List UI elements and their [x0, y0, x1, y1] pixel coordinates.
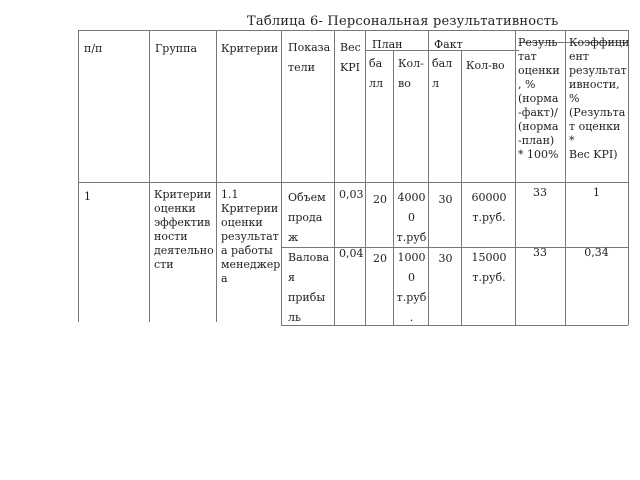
subrow1-result: 33 [533, 186, 547, 199]
header-result-line: Резуль [518, 36, 558, 49]
subrow2-indicator-line: я [288, 271, 295, 284]
subrow1-weight: 0,03 [339, 188, 364, 201]
subrow2-fact-qty-line: 15000 [471, 251, 507, 264]
subrow1-fact-qty-line: т.руб. [472, 211, 506, 224]
subrow1-indicator-line: Объем [288, 191, 326, 204]
subrow1-plan-qty-line: 4000 [397, 191, 426, 204]
subrow2-plan-qty-line: 1000 [397, 251, 426, 264]
header-fact-score [432, 54, 452, 94]
subrow1-fact-qty [462, 188, 516, 228]
subrow2-fact-score: 30 [438, 252, 453, 265]
header-result-line: , % [518, 78, 536, 91]
subrow2-result: 33 [533, 246, 547, 259]
subrow2-plan-score: 20 [373, 252, 387, 265]
row-group-line: эффектив [154, 216, 211, 229]
header-criteria: Критерии [221, 42, 279, 55]
header-group: Группа [155, 42, 198, 55]
header-indicators-line: Показа [288, 41, 331, 54]
subrow1-indicator-line: ж [288, 231, 299, 244]
header-coefficient-line: % [569, 92, 580, 105]
row-criteria-line: а [221, 272, 228, 285]
subrow1-indicator [288, 188, 334, 248]
subrow2-indicator [288, 248, 334, 328]
subrow2-indicator-line: Валова [288, 251, 330, 264]
header-result-line: (норма [518, 92, 559, 105]
header-coefficient-line: т оценки * [569, 120, 621, 147]
header-indicators [288, 38, 334, 78]
subrow2-plan-qty-line: . [409, 311, 414, 324]
header-coefficient-line: Коэффици [569, 36, 630, 49]
header-result-line: оценки [518, 64, 560, 77]
row-criteria-line: менеджер [221, 258, 281, 271]
row-group-line: сти [154, 258, 174, 271]
header-weight-line: Вес [340, 41, 361, 54]
subrow2-coefficient: 0,34 [584, 246, 609, 259]
subrow2-fact-qty-line: т.руб. [472, 271, 506, 284]
subrow2-plan-qty-line: т.руб [396, 291, 427, 304]
row-group-line: Критерии [154, 188, 212, 201]
header-weight-kpi [340, 38, 361, 78]
row-criteria-line: Критерии [221, 202, 279, 215]
subrow2-weight: 0,04 [339, 247, 364, 260]
header-result-line: -факт)/ [518, 106, 558, 119]
header-plan-qty [398, 54, 424, 94]
header-indicators-line: тели [288, 61, 315, 74]
header-result-line: (норма [518, 120, 559, 133]
subrow1-indicator-line: прода [288, 211, 323, 224]
row-group [154, 188, 216, 272]
header-plan-score-line: ба [369, 57, 383, 70]
subrow2-indicator-line: ль [288, 311, 301, 324]
header-weight-line: KPI [340, 61, 360, 74]
row-group-line: оценки [154, 202, 196, 215]
subrow2-fact-qty [462, 248, 516, 288]
row-group-line: деятельно [154, 244, 214, 257]
header-plan-score-line: лл [369, 77, 383, 90]
header-coefficient-line: результат [569, 64, 627, 77]
header-fact-qty: Кол-во [466, 59, 505, 72]
header-fact-score-line: л [432, 77, 439, 90]
header-plan-qty-line: во [398, 77, 411, 90]
subrow2-plan-qty-line: 0 [408, 271, 415, 284]
header-result [518, 36, 564, 162]
table-title: Таблица 6- Персональная результативность [247, 14, 559, 29]
row-criteria-line: оценки [221, 216, 263, 229]
header-coefficient-line: (Результа [569, 106, 626, 119]
header-result-line: тат [518, 50, 537, 63]
header-coefficient-line: ент [569, 50, 589, 63]
header-no: п/п [84, 42, 103, 55]
subrow1-coefficient: 1 [593, 186, 600, 199]
subrow1-plan-qty [394, 188, 429, 248]
subrow1-plan-qty-line: 0 [408, 211, 415, 224]
row-group-line: ности [154, 230, 188, 243]
row-criteria-line: а работы [221, 244, 273, 257]
header-plan-qty-line: Кол- [398, 57, 424, 70]
header-fact: Факт [434, 38, 463, 51]
header-coefficient [569, 36, 630, 162]
subrow2-plan-qty [394, 248, 429, 328]
header-coefficient-line: ивности, [569, 78, 620, 91]
header-coefficient-line: Вес KPI) [569, 148, 618, 161]
header-fact-score-line: бал [432, 57, 453, 70]
row-number: 1 [84, 190, 91, 203]
header-plan: План [372, 38, 403, 51]
header-result-line: -план) [518, 134, 555, 147]
row-criteria [221, 188, 281, 286]
row-criteria-line: 1.1 [221, 188, 239, 201]
subrow1-plan-score: 20 [373, 193, 387, 206]
subrow1-fact-qty-line: 60000 [471, 191, 507, 204]
header-plan-score [369, 54, 383, 94]
subrow1-plan-qty-line: т.руб [396, 231, 427, 244]
subrow1-fact-score: 30 [438, 193, 453, 206]
row-criteria-line: результат [221, 230, 279, 243]
header-result-line: * 100% [518, 148, 559, 161]
subrow2-indicator-line: прибы [288, 291, 326, 304]
